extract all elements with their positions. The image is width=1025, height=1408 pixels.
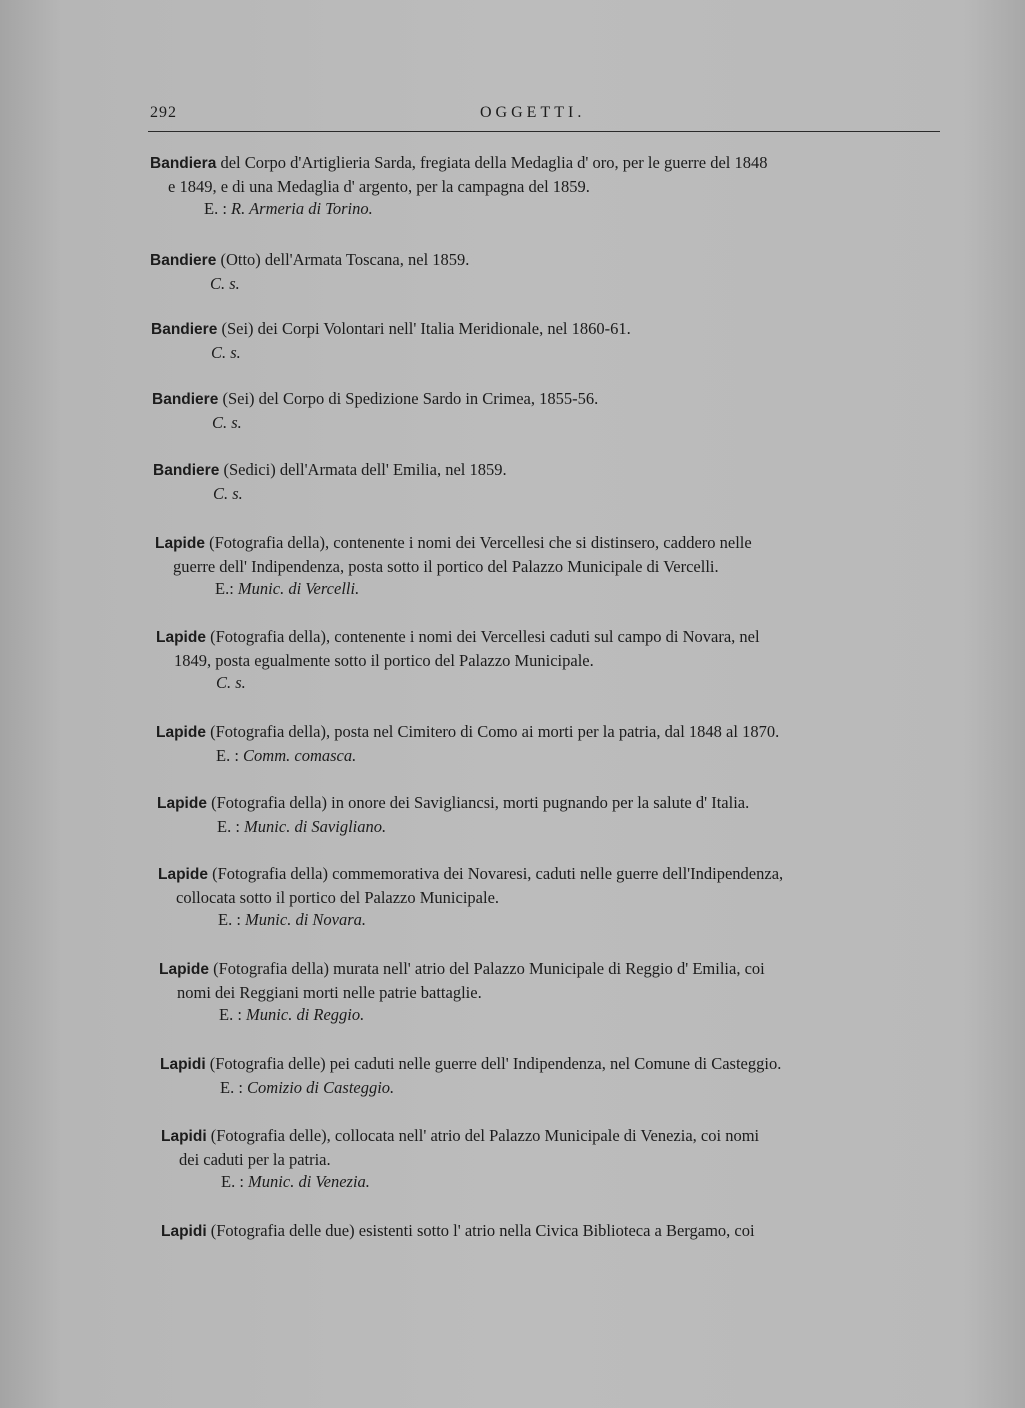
source-holder: Munic. di Vercelli. (237, 579, 360, 598)
source-prefix: E.: (215, 579, 238, 598)
source-prefix: E. : (204, 199, 232, 218)
source-prefix: E. : (220, 1077, 248, 1097)
source-holder: C. s. (216, 673, 246, 692)
entry (150, 249, 950, 295)
entry-head: Lapidi (161, 1223, 207, 1240)
entry-text: (Sedici) dell'Armata dell' Emilia, nel 1859. (219, 460, 507, 479)
entry (155, 532, 955, 601)
entry-continuation: guerre dell' Indipendenza, posta sotto il portico del Palazzo Municipale di Vercelli. (173, 556, 719, 576)
entry-head: Bandiere (152, 391, 219, 408)
entry (158, 863, 958, 932)
source-holder: C. s. (211, 342, 241, 362)
source-holder: Munic. di Novara. (245, 910, 367, 929)
page-number: 292 (150, 104, 177, 121)
entry-head: Bandiere (153, 462, 220, 479)
entry-text: (Otto) dell'Armata Toscana, nel 1859. (216, 250, 470, 269)
source-holder: Munic. di Savigliano. (244, 816, 387, 836)
entry-head: Lapide (156, 724, 206, 741)
source-prefix: E. : (216, 745, 244, 765)
entry (161, 1220, 961, 1244)
entry-continuation: nomi dei Reggiani morti nelle patrie battaglie. (177, 982, 482, 1002)
entry-continuation: collocata sotto il portico del Palazzo Municipale. (176, 887, 500, 907)
entry-head: Lapide (157, 795, 207, 812)
entry-head: Lapide (159, 961, 209, 978)
entry-text: (Fotografia della), posta nel Cimitero di Como ai morti per la patria, dal 1848 al 1870. (205, 722, 780, 741)
source-holder: Munic. di Venezia. (248, 1172, 370, 1191)
entry-text: (Fotografia delle due) esistenti sotto l' atrio nella Civica Biblioteca a Bergamo, coi (206, 1221, 755, 1240)
entry-text: (Fotografia della), contenente i nomi dei Vercellesi caduti sul campo di Novara, nel (205, 627, 760, 646)
entry (156, 721, 956, 767)
entry-text: (Sei) del Corpo di Spedizione Sardo in Crimea, 1855-56. (218, 389, 599, 408)
entry-text: (Fotografia della) murata nell' atrio del Palazzo Municipale di Reggio d' Emilia, coi (208, 959, 765, 978)
entry-continuation: e 1849, e di una Medaglia d' argento, per la campagna del 1859. (168, 176, 590, 196)
entry (156, 626, 956, 695)
entry (159, 958, 959, 1027)
entry-text: (Fotografia delle) pei caduti nelle guerre dell' Indipendenza, nel Comune di Casteggio. (205, 1054, 782, 1073)
source-holder: Munic. di Reggio. (246, 1005, 365, 1024)
source-prefix: E. : (221, 1172, 249, 1191)
source-prefix: E. : (218, 910, 246, 929)
entry-head: Lapide (158, 866, 208, 883)
source-holder: C. s. (213, 483, 243, 503)
entry-head: Lapide (155, 535, 205, 552)
entry (153, 459, 953, 505)
entry (151, 318, 951, 364)
source-holder: Comizio di Casteggio. (247, 1077, 395, 1097)
entry-head: Lapide (156, 629, 206, 646)
entry-head: Bandiere (150, 252, 217, 269)
entry-continuation: 1849, posta egualmente sotto il portico del Palazzo Municipale. (174, 650, 594, 670)
entry-text: (Fotografia della), contenente i nomi dei Vercellesi che si distinsero, caddero nelle (204, 533, 752, 552)
source-holder: C. s. (210, 273, 240, 293)
running-title: OGGETTI. (480, 104, 586, 121)
entry-head: Bandiera (150, 155, 217, 172)
entry-text: (Fotografia della) in onore dei Savigliancsi, morti pugnando per la salute d' Italia. (206, 793, 750, 812)
entry (160, 1053, 960, 1099)
source-holder: R. Armeria di Torino. (231, 199, 373, 218)
entry-text: (Fotografia della) commemorativa dei Novaresi, caduti nelle guerre dell'Indipendenza, (207, 864, 784, 883)
source-prefix: E. : (219, 1005, 247, 1024)
entry (157, 792, 957, 838)
entry-continuation: dei caduti per la patria. (179, 1149, 331, 1169)
entry (150, 152, 950, 221)
entry (161, 1125, 961, 1194)
entry-head: Bandiere (151, 321, 218, 338)
entry (152, 388, 952, 434)
source-prefix: E. : (217, 816, 245, 836)
entry-head: Lapidi (161, 1128, 207, 1145)
source-holder: C. s. (212, 412, 242, 432)
entry-text: (Sei) dei Corpi Volontari nell' Italia Meridionale, nel 1860-61. (217, 319, 631, 338)
entry-head: Lapidi (160, 1056, 206, 1073)
source-holder: Comm. comasca. (243, 745, 357, 765)
entry-text: del Corpo d'Artiglieria Sarda, fregiata della Medaglia d' oro, per le guerre del 1848 (216, 153, 768, 172)
entry-text: (Fotografia delle), collocata nell' atrio del Palazzo Municipale di Venezia, coi nomi (206, 1126, 760, 1145)
